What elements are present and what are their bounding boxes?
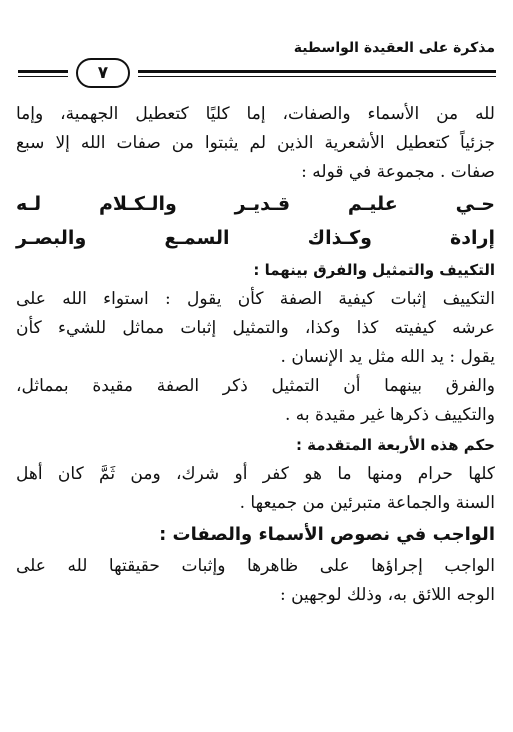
- text-line: السنة والجماعة متبرئين من جميعها .: [239, 493, 495, 513]
- text-line: يقول : يد الله مثل يد الإنسان .: [280, 347, 495, 367]
- verse-line-1: حـي عليـم قـديـر والـكـلام لـه: [16, 193, 495, 215]
- verse-line-2: إرادة وكـذاك السمـع والبصـر: [16, 227, 495, 249]
- text-line: صفات . مجموعة في قوله :: [301, 162, 495, 182]
- text-line: عرشه كيفيته كذا وكذا، والتمثيل إثبات مماثل للشيء كأن: [16, 318, 495, 338]
- page-number-badge: ٧: [76, 58, 130, 88]
- paragraph-5: [16, 552, 495, 610]
- paragraph-3: [16, 372, 495, 430]
- running-header-title: مذكرة على العقيدة الواسطية: [293, 40, 495, 56]
- text-line: الوجه اللائق به، وذلك لوجهين :: [279, 585, 495, 605]
- paragraph-2: [16, 285, 495, 372]
- text-line: والفرق بينهما أن التمثيل ذكر الصفة مقيدة بمماثل،: [16, 376, 495, 396]
- text-line: التكييف إثبات كيفية الصفة كأن يقول : استواء الله على: [16, 289, 495, 309]
- text-line: والتكييف ذكرها غير مقيدة به .: [284, 405, 495, 425]
- page-body: [16, 100, 495, 610]
- text-line: جزئياً كتعطيل الأشعرية الذين لم يثبتوا من صفات الله إلا سبع: [16, 133, 495, 153]
- text-line: لله من الأسماء والصفات، إما كليًا كتعطيل الجهمية، وإما: [16, 104, 495, 124]
- text-line: الواجب إجراؤها على ظاهرها وإثبات حقيقتها لله على: [16, 556, 495, 576]
- paragraph-4: [16, 460, 495, 518]
- paragraph-1: [16, 100, 495, 187]
- section-heading-wajib: الواجب في نصوص الأسماء والصفات :: [159, 524, 495, 545]
- section-heading-hukm: حكم هذه الأربعة المتقدمة :: [295, 436, 495, 454]
- text-line: كلها حرام ومنها ما هو كفر أو شرك، ومن ثَمَّ كان أهل: [16, 464, 495, 484]
- section-heading-tkyeef: التكييف والتمثيل والفرق بينهما :: [253, 261, 495, 279]
